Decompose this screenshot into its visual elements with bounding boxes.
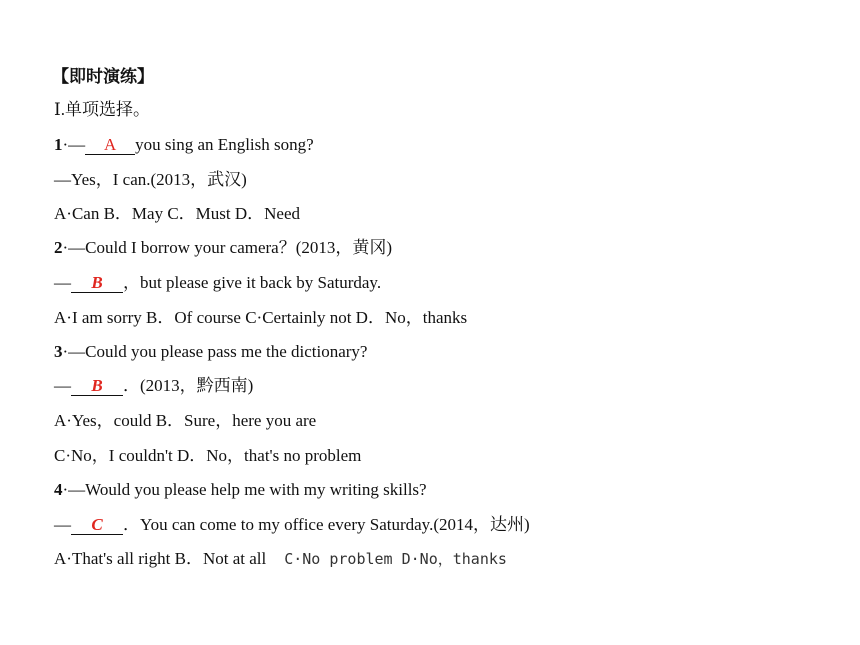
question-3 — [54, 341, 367, 363]
question-4-reply — [54, 514, 530, 536]
question-3-options-2: C·No，I couldn't D．No，that's no problem — [54, 446, 362, 465]
question-stem: ·—Could I borrow your camera？(2013，黄冈) — [62, 238, 393, 257]
answer-blank — [71, 377, 123, 396]
answer: A — [104, 135, 117, 154]
part-heading: Ⅰ.单项选择。 — [54, 100, 150, 119]
question-1-reply: —Yes，I can.(2013，武汉) — [54, 170, 247, 189]
question-4 — [54, 479, 427, 501]
question-stem: ·—Could you please pass me the dictionary? — [62, 342, 368, 361]
reply-prefix: — — [54, 515, 71, 534]
question-stem: you sing an English song? — [135, 135, 314, 154]
question-stem: ·—Would you please help me with my writing skills? — [62, 480, 427, 499]
question-1-options: A·Can B．May C．Must D．Need — [54, 204, 301, 223]
question-3-options-1: A·Yes，could B．Sure，here you are — [54, 411, 317, 430]
question-2-reply — [54, 272, 381, 294]
reply-prefix: — — [54, 376, 71, 395]
options-a: A·That's all right B．Not at all — [54, 549, 267, 568]
answer-blank — [85, 136, 135, 155]
answer: C — [91, 515, 103, 534]
reply-prefix: — — [54, 273, 71, 292]
options-b: C·No problem D·No，thanks — [284, 550, 507, 568]
question-2-options: A·I am sorry B．Of course C·Certainly not D．No，thanks — [54, 308, 468, 327]
question-4-options — [54, 548, 507, 570]
question-number: 2 — [54, 238, 63, 257]
answer: B — [91, 376, 103, 395]
section-title: 【即时演练】 — [52, 67, 154, 86]
reply-rest: ，but please give it back by Saturday. — [123, 273, 382, 292]
reply-rest: ．(2013，黔西南) — [123, 376, 254, 395]
question-prefix: ·— — [62, 135, 86, 154]
answer-blank — [71, 516, 123, 535]
question-number: 3 — [54, 342, 63, 361]
question-number: 4 — [54, 480, 63, 499]
reply-rest: ．You can come to my office every Saturday.(2014，达州) — [123, 515, 530, 534]
answer: B — [91, 273, 103, 292]
question-number: 1 — [54, 135, 63, 154]
question-1 — [54, 134, 314, 156]
question-3-reply — [54, 375, 253, 397]
answer-blank — [71, 274, 123, 293]
question-2 — [54, 237, 392, 259]
